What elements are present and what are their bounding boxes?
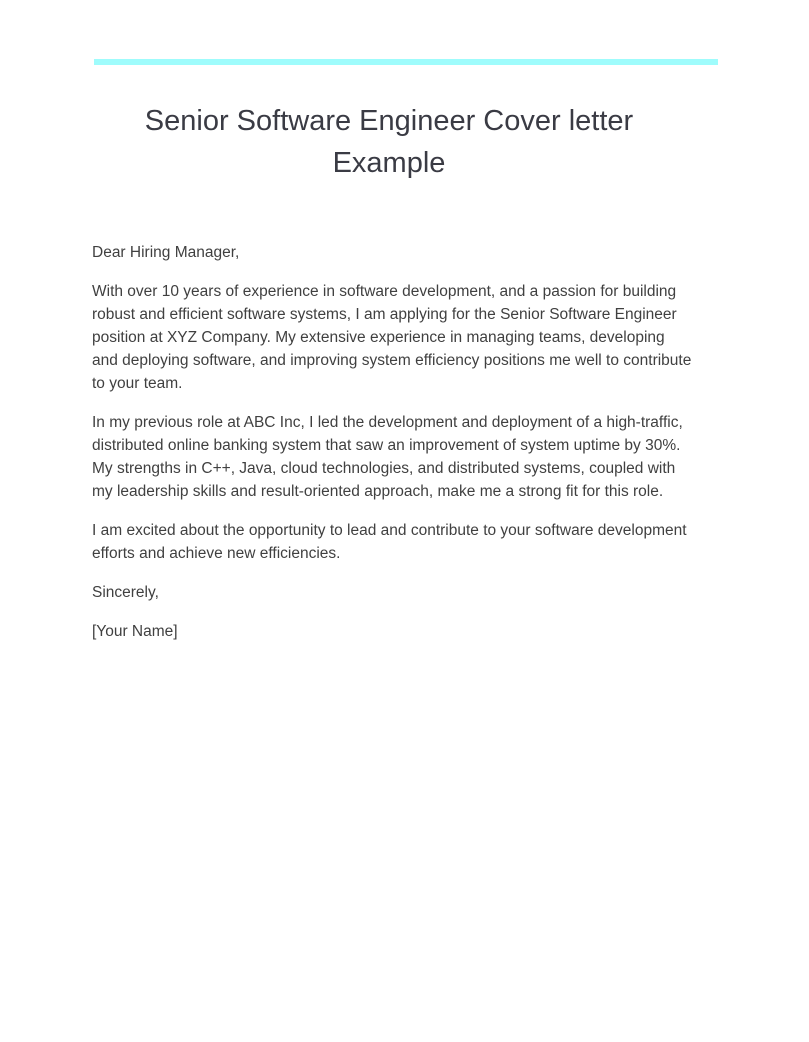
paragraph-experience: In my previous role at ABC Inc, I led the development and deployment of a high-traffic, distributed online banking system that saw an improvement of system uptime by 30%. My strengths in C++, Java, cloud technologies, and distributed systems, coupled with my leadership skills and result-oriented approach, make me a strong fit for this role.: [92, 414, 683, 500]
page-title: Senior Software Engineer Cover letter Example: [144, 105, 634, 179]
paragraph-closing: I am excited about the opportunity to lead and contribute to your software development efforts and achieve new efficiencies.: [92, 522, 687, 562]
closing: Sincerely,: [92, 584, 159, 601]
letter-body: [92, 241, 692, 659]
accent-bar: [94, 59, 718, 65]
salutation: Dear Hiring Manager,: [92, 244, 240, 261]
paragraph-intro: With over 10 years of experience in software development, and a passion for building robust and efficient software systems, I am applying for the Senior Software Engineer position at XYZ Company. My extensive experience in managing teams, developing and deploying software, and improving system efficiency positions me well to contribute to your team.: [92, 283, 692, 392]
signature: [Your Name]: [92, 623, 178, 640]
